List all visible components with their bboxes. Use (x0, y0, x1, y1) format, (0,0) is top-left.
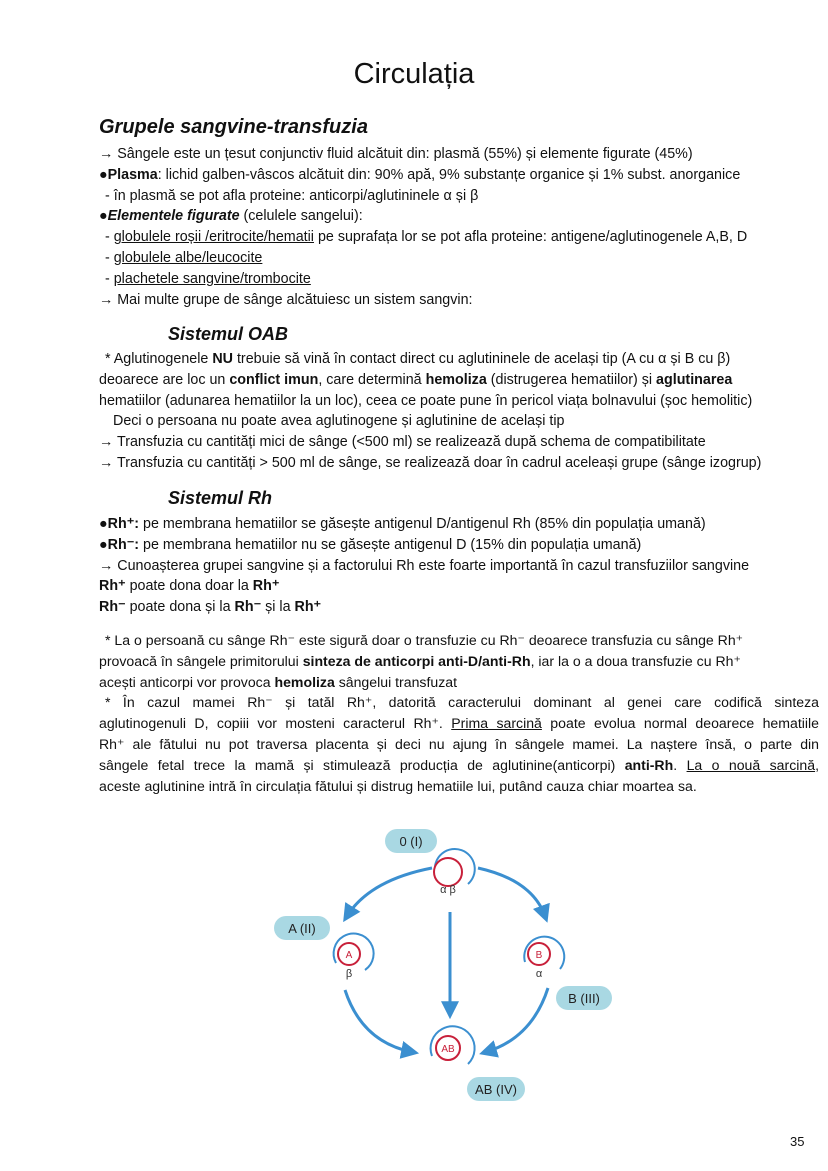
page-title: Circulația (353, 58, 475, 90)
label-group-a: A (II) (288, 921, 316, 936)
arrow-o-to-a (347, 868, 432, 916)
antigen-a: A (345, 950, 353, 961)
text-line: Rh⁻ poate dona și la Rh⁻ și la Rh⁺ (99, 599, 322, 616)
label-group-b: B (III) (568, 991, 600, 1006)
section-heading-blood-groups: Grupele sangvine-transfuzia (99, 116, 368, 138)
text-line: * La o persoană cu sânge Rh⁻ este sigură doar o transfuzie cu Rh⁻ deoarece transfuzia cu sânge Rh⁺ (105, 632, 744, 648)
section-heading-rh: Sistemul Rh (168, 488, 273, 508)
text-line: aglutinogenuli D, copiii vor mosteni caracterul Rh⁺. Prima sarcină poate evolua normal deoarece hematiile (99, 715, 819, 732)
agglutinin-b: α (535, 968, 543, 980)
text-line: hematiilor (adunarea hematiilor la un loc), ceea ce poate pune în pericol viața bolnavului (șoc hemolitic) (99, 392, 753, 409)
rh-text (99, 514, 819, 618)
text-line: → Cunoașterea grupei sangvine și a factorului Rh este foarte importantă în cazul transfuziilor sangvine (99, 557, 750, 574)
text-line: - în plasmă se pot afla proteine: anticorpi/aglutininele α și β (105, 187, 479, 204)
text-line: * Aglutinogenele NU trebuie să vină în contact direct cu aglutininele de același tip (A cu α și B cu β) (105, 351, 731, 367)
arrow-b-to-ab (486, 988, 548, 1052)
text-line: ●Plasma: lichid galben-vâscos alcătuit din: 90% apă, 9% substanțe organice și 1% subst. anorganice (99, 166, 741, 183)
text-line: Rh⁺ poate dona doar la Rh⁺ (99, 578, 280, 595)
text-line: → Mai multe grupe de sânge alcătuiesc un sistem sangvin: (99, 291, 473, 308)
blood-compatibility-diagram (260, 820, 620, 1110)
agglutinin-a: β (345, 968, 353, 980)
text-line: Rh⁺ ale fătului nu pot traversa placenta și deci nu ajung în sângele mamei. La naștere însă, o parte din (99, 735, 819, 752)
text-line: aceste aglutinine intră în circulația fătului și distrug hematiile lui, putând cauza chiar moartea sa. (99, 777, 697, 794)
text-line: → Sângele este un țesut conjunctiv fluid alcătuit din: plasmă (55%) și elemente figurate (45%) (99, 146, 693, 162)
text-line: ●Rh⁺: pe membrana hematiilor se găsește antigenul D/antigenul Rh (85% din populația umană) (99, 516, 706, 532)
arrow-a-to-ab (345, 990, 412, 1052)
text-line: ●Elementele figurate (celulele sangelui): (99, 208, 363, 225)
label-group-o: 0 (I) (399, 834, 423, 849)
text-line: → Transfuzia cu cantități > 500 ml de sânge, se realizează doar în cadrul aceleași grupe (sânge izogrup) (99, 454, 762, 471)
oab-text (99, 349, 819, 474)
text-line: sângele fetal trece la mamă și stimulează producția de aglutinine(anticorpi) anti-Rh. La o nouă sarcină, (99, 756, 819, 773)
text-line: * În cazul mamei Rh⁻ și tatăl Rh⁺, datorită caracterului dominant al genei care codifică sinteza (105, 694, 819, 711)
text-line: acești anticorpi vor provoca hemoliza sângelui transfuzat (99, 673, 458, 690)
agglutinins-o: α β (440, 884, 456, 896)
section-heading-oab: Sistemul OAB (168, 324, 289, 344)
blood-groups-text (99, 144, 819, 310)
text-line: → Transfuzia cu cantități mici de sânge (<500 ml) se realizează după schema de compatibilitate (99, 434, 706, 451)
text-line: ●Rh⁻: pe membrana hematiilor nu se găsește antigenul D (15% din populația umană) (99, 536, 642, 553)
text-line: provoacă în sângele primitorului sinteza de anticorpi anti-D/anti-Rh, iar la o a doua transfuzie cu Rh⁺ (99, 652, 741, 669)
text-line: - plachetele sangvine/trombocite (105, 270, 311, 287)
arrow-o-to-b (478, 868, 545, 916)
cell-o (434, 858, 462, 886)
text-line: Deci o persoana nu poate avea aglutinogene și aglutinine de același tip (113, 413, 565, 430)
text-line: - globulele albe/leucocite (105, 249, 263, 266)
text-line: - globulele roșii /eritrocite/hematii pe suprafața lor se pot afla proteine: antigene/aglutinogenele A,B, D (105, 229, 748, 246)
page-number: 35 (790, 1134, 805, 1149)
rh-paragraph-text (99, 630, 819, 796)
label-group-ab: AB (IV) (475, 1082, 517, 1097)
antigen-b: B (535, 950, 543, 961)
antigen-ab: AB (441, 1044, 455, 1055)
text-line: deoarece are loc un conflict imun, care determină hemoliza (distrugerea hematiilor) și aglutinarea (99, 371, 733, 388)
